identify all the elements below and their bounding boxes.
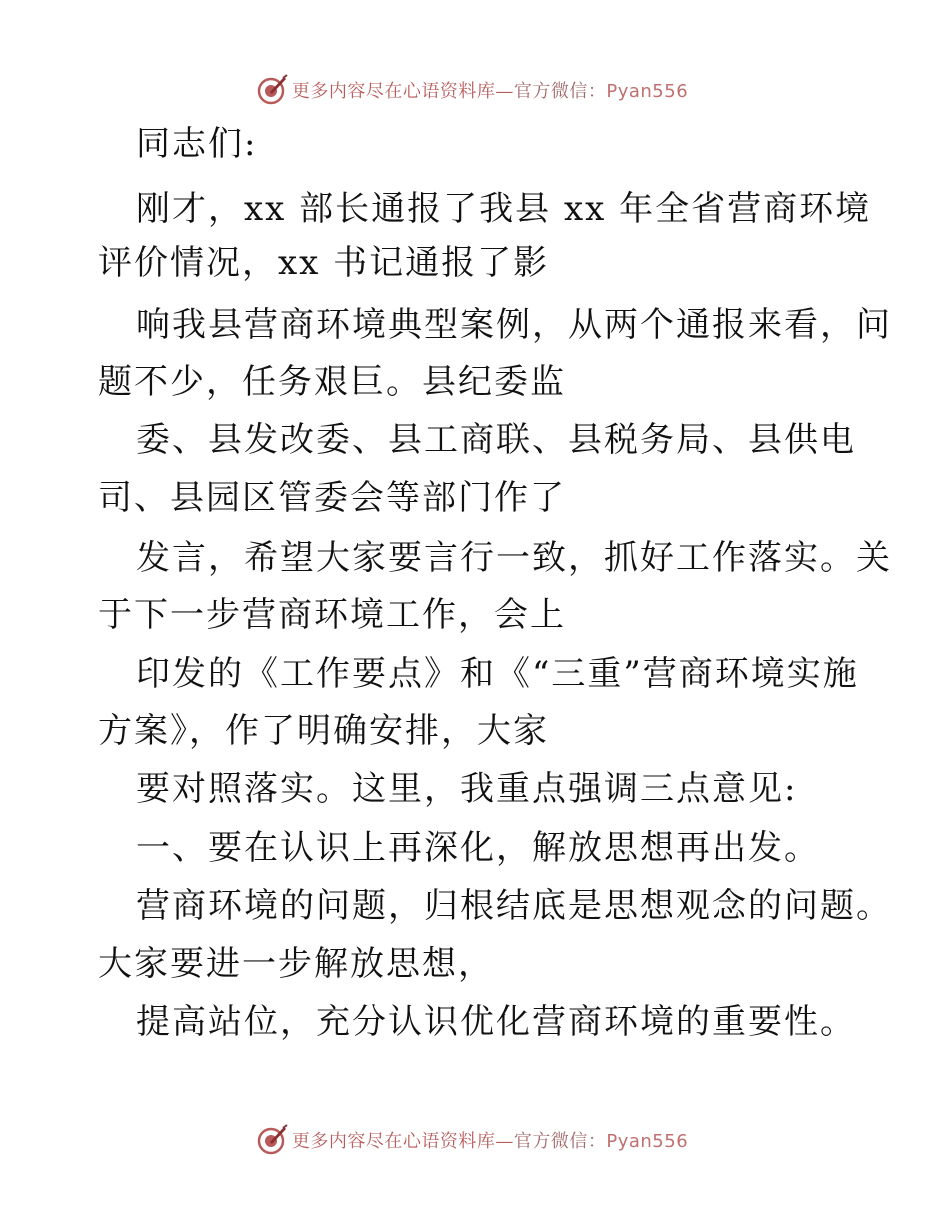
header-watermark [0,70,950,110]
watermark-wechat-id: Pyan556 [606,81,689,102]
text-line: 响我县营商环境典型案例，从两个通报来看，问 [136,305,892,345]
quill-logo-icon [256,1124,288,1156]
text-line: 评价情况，xx 书记通报了影 [98,243,550,283]
watermark-site: 更多内容尽在心语资料库 [291,1131,496,1152]
text-line: 印发的《工作要点》和《“三重”营商环境实施 [136,654,859,694]
watermark-dash: — [495,81,514,102]
text-line: 提高站位，充分认识优化营商环境的重要性。 [136,1002,856,1042]
text-line: 题不少，任务艰巨。县纪委监 [98,362,566,402]
text-line: 要对照落实。这里，我重点强调三点意见: [136,769,798,809]
watermark-site: 更多内容尽在心语资料库 [291,81,496,102]
text-line: 同志们: [136,124,258,164]
text-line: 司、县园区管委会等部门作了 [98,478,566,518]
text-line: 发言，希望大家要言行一致，抓好工作落实。关 [136,538,892,578]
watermark-wechat-label: 官方微信： [513,1131,607,1152]
watermark-text [292,1127,688,1153]
quill-logo-icon [256,74,288,106]
text-line: 方案》，作了明确安排，大家 [98,711,549,751]
watermark-text [292,77,688,103]
watermark-wechat-id: Pyan556 [606,1131,689,1152]
watermark-dash: — [495,1131,514,1152]
text-line: 营商环境的问题，归根结底是思想观念的问题。 [136,886,892,926]
footer-watermark [0,1120,950,1160]
text-line: 大家要进一步解放思想， [98,944,494,984]
text-line: 于下一步营商环境工作，会上 [98,595,566,635]
text-line: 一、要在认识上再深化，解放思想再出发。 [136,828,820,868]
text-line: 刚才，xx 部长通报了我县 xx 年全省营商环境 [136,189,872,229]
watermark-wechat-label: 官方微信： [513,81,607,102]
text-line: 委、县发改委、县工商联、县税务局、县供电 [136,420,856,460]
